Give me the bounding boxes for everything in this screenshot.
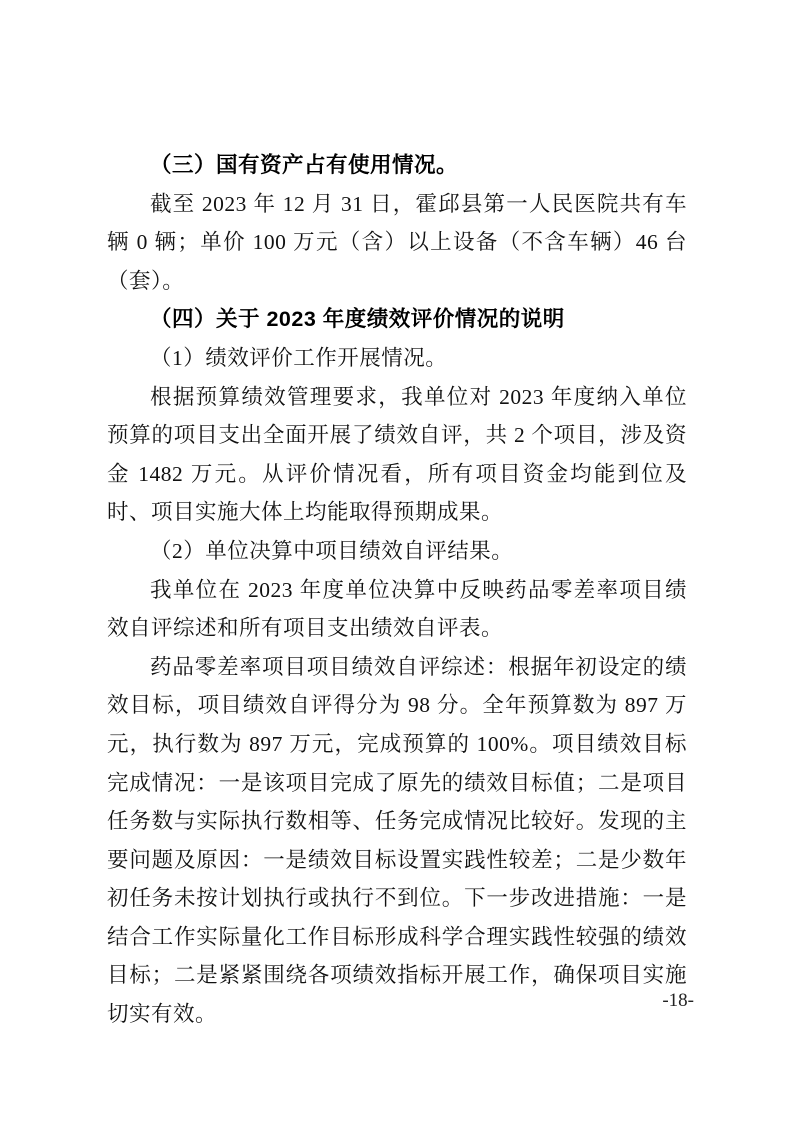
page-number: -18- [662,990,694,1011]
paragraph-asset-usage: 截至 2023 年 12 月 31 日，霍邱县第一人民医院共有车辆 0 辆；单价 100 万元（含）以上设备（不含车辆）46 台（套）。 [107,191,687,293]
paragraph-self-evaluation-result: 我单位在 2023 年度单位决算中反映药品零差率项目绩效自评综述和所有项目支出绩效自评表。 [107,577,687,641]
paragraph-project-summary: 药品零差率项目项目绩效自评综述：根据年初设定的绩效目标，项目绩效自评得分为 98 分。全年预算数为 897 万元，执行数为 897 万元，完成预算的 100%。项目绩效目标完成情况：一是该项目完成了原先的绩效目标值；二是项目任务数与实际执行数相等、任务完成情况比较好。发现的主要问题及原因：一是绩效目标设置实践性较差；二是少数年初任务未按计划执行或执行不到位。下一步改进措施：一是结合工作实际量化工作目标形成科学合理实践性较强的绩效目标；二是紧紧围绕各项绩效指标开展工作，确保项目实施切实有效。 [107,654,687,1027]
document-body [107,146,687,1034]
section-heading-performance-evaluation: （四）关于 2023 年度绩效评价情况的说明 [150,307,565,332]
subheading-evaluation-work: （1）绩效评价工作开展情况。 [150,345,448,370]
paragraph-evaluation-work: 根据预算绩效管理要求，我单位对 2023 年度纳入单位预算的项目支出全面开展了绩效自评，共 2 个项目，涉及资金 1482 万元。从评价情况看，所有项目资金均能到位及时、项目实施大体上均能取得预期成果。 [107,384,687,525]
subheading-self-evaluation-result: （2）单位决算中项目绩效自评结果。 [150,538,514,563]
section-heading-asset-usage: （三）国有资产占有使用情况。 [150,153,459,177]
